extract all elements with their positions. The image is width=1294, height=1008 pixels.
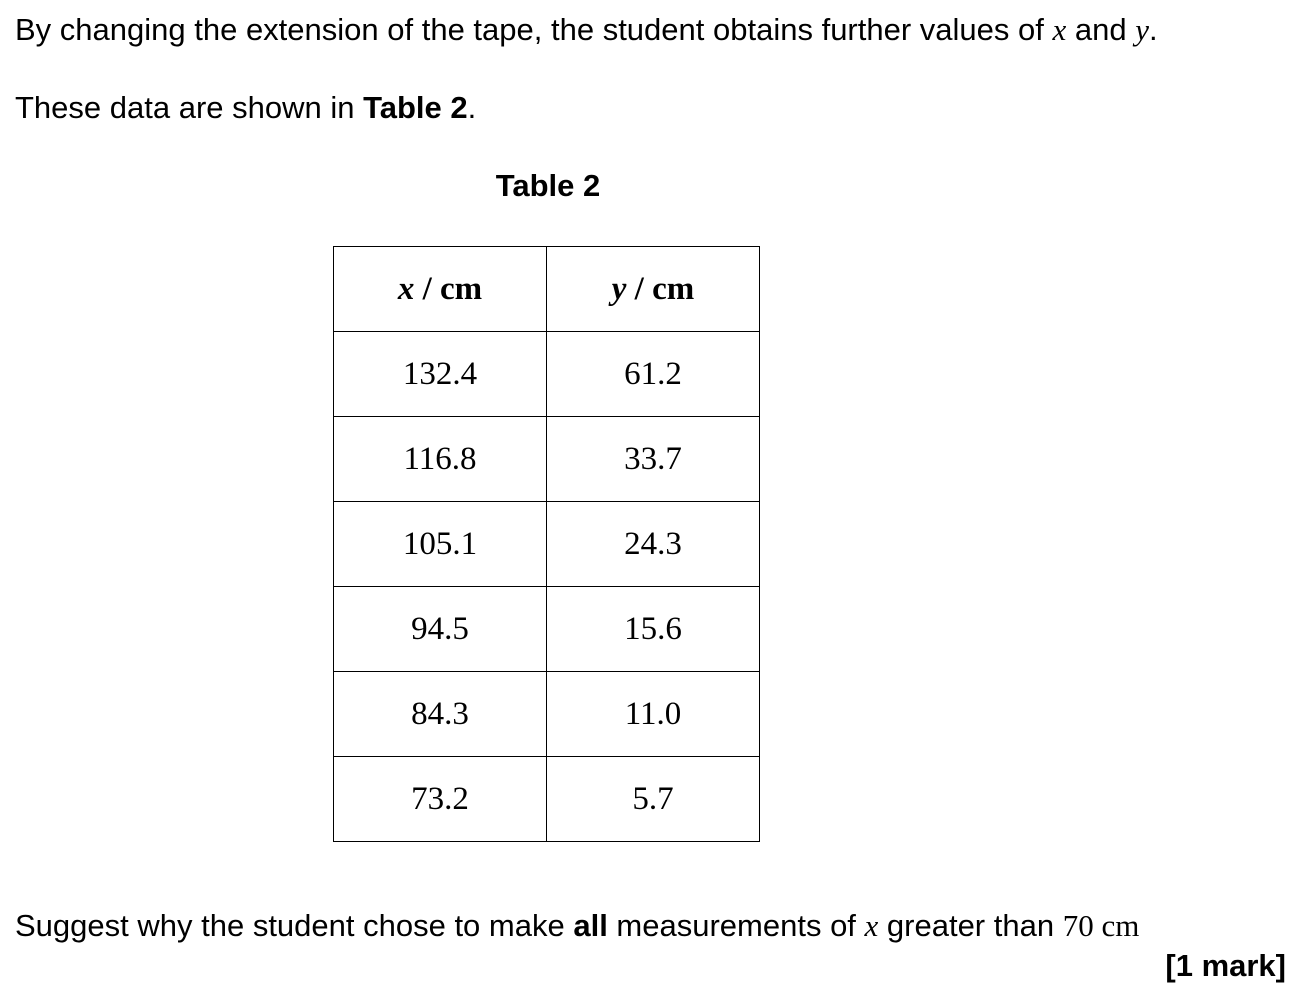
intro-text-c: . (1148, 12, 1158, 47)
table-row (334, 332, 760, 417)
cell-x: 94.5 (334, 587, 547, 672)
cell-x: 73.2 (334, 757, 547, 842)
header-y-unit: / cm (626, 270, 695, 307)
cell-y: 24.3 (547, 502, 760, 587)
table-caption: Table 2 (495, 168, 601, 203)
table-row (334, 502, 760, 587)
question-sentence (15, 908, 1139, 944)
header-x-unit: / cm (414, 270, 483, 307)
data-reference-sentence (15, 90, 476, 126)
cell-y: 33.7 (547, 417, 760, 502)
cell-y: 5.7 (547, 757, 760, 842)
table-row (334, 757, 760, 842)
table-row (334, 417, 760, 502)
reference-text-b: . (467, 90, 477, 125)
intro-text-a: By changing the extension of the tape, the student obtains further values of (15, 12, 1053, 47)
header-x (334, 247, 547, 332)
cell-x: 132.4 (334, 332, 547, 417)
question-text-c: greater than (878, 908, 1063, 943)
intro-sentence (15, 12, 1158, 48)
variable-y: y (1135, 12, 1149, 47)
question-variable-x: x (864, 908, 879, 943)
table-row (334, 672, 760, 757)
table-reference: Table 2 (363, 90, 468, 125)
cell-y: 11.0 (547, 672, 760, 757)
question-text-b: measurements of (607, 908, 865, 943)
reference-text-a: These data are shown in (15, 90, 364, 125)
question-value: 70 cm (1062, 908, 1140, 943)
cell-x: 116.8 (334, 417, 547, 502)
header-x-variable: x (397, 270, 415, 307)
question-emphasis: all (573, 908, 608, 943)
cell-y: 15.6 (547, 587, 760, 672)
table-row (334, 587, 760, 672)
cell-x: 84.3 (334, 672, 547, 757)
header-y-variable: y (611, 270, 627, 307)
question-text-a: Suggest why the student chose to make (15, 908, 574, 943)
table-header-row (334, 247, 760, 332)
variable-x: x (1052, 12, 1067, 47)
cell-x: 105.1 (334, 502, 547, 587)
data-table (333, 246, 760, 842)
marks-label: [1 mark] (1165, 948, 1286, 983)
header-y (547, 247, 760, 332)
intro-text-b: and (1066, 12, 1136, 47)
cell-y: 61.2 (547, 332, 760, 417)
